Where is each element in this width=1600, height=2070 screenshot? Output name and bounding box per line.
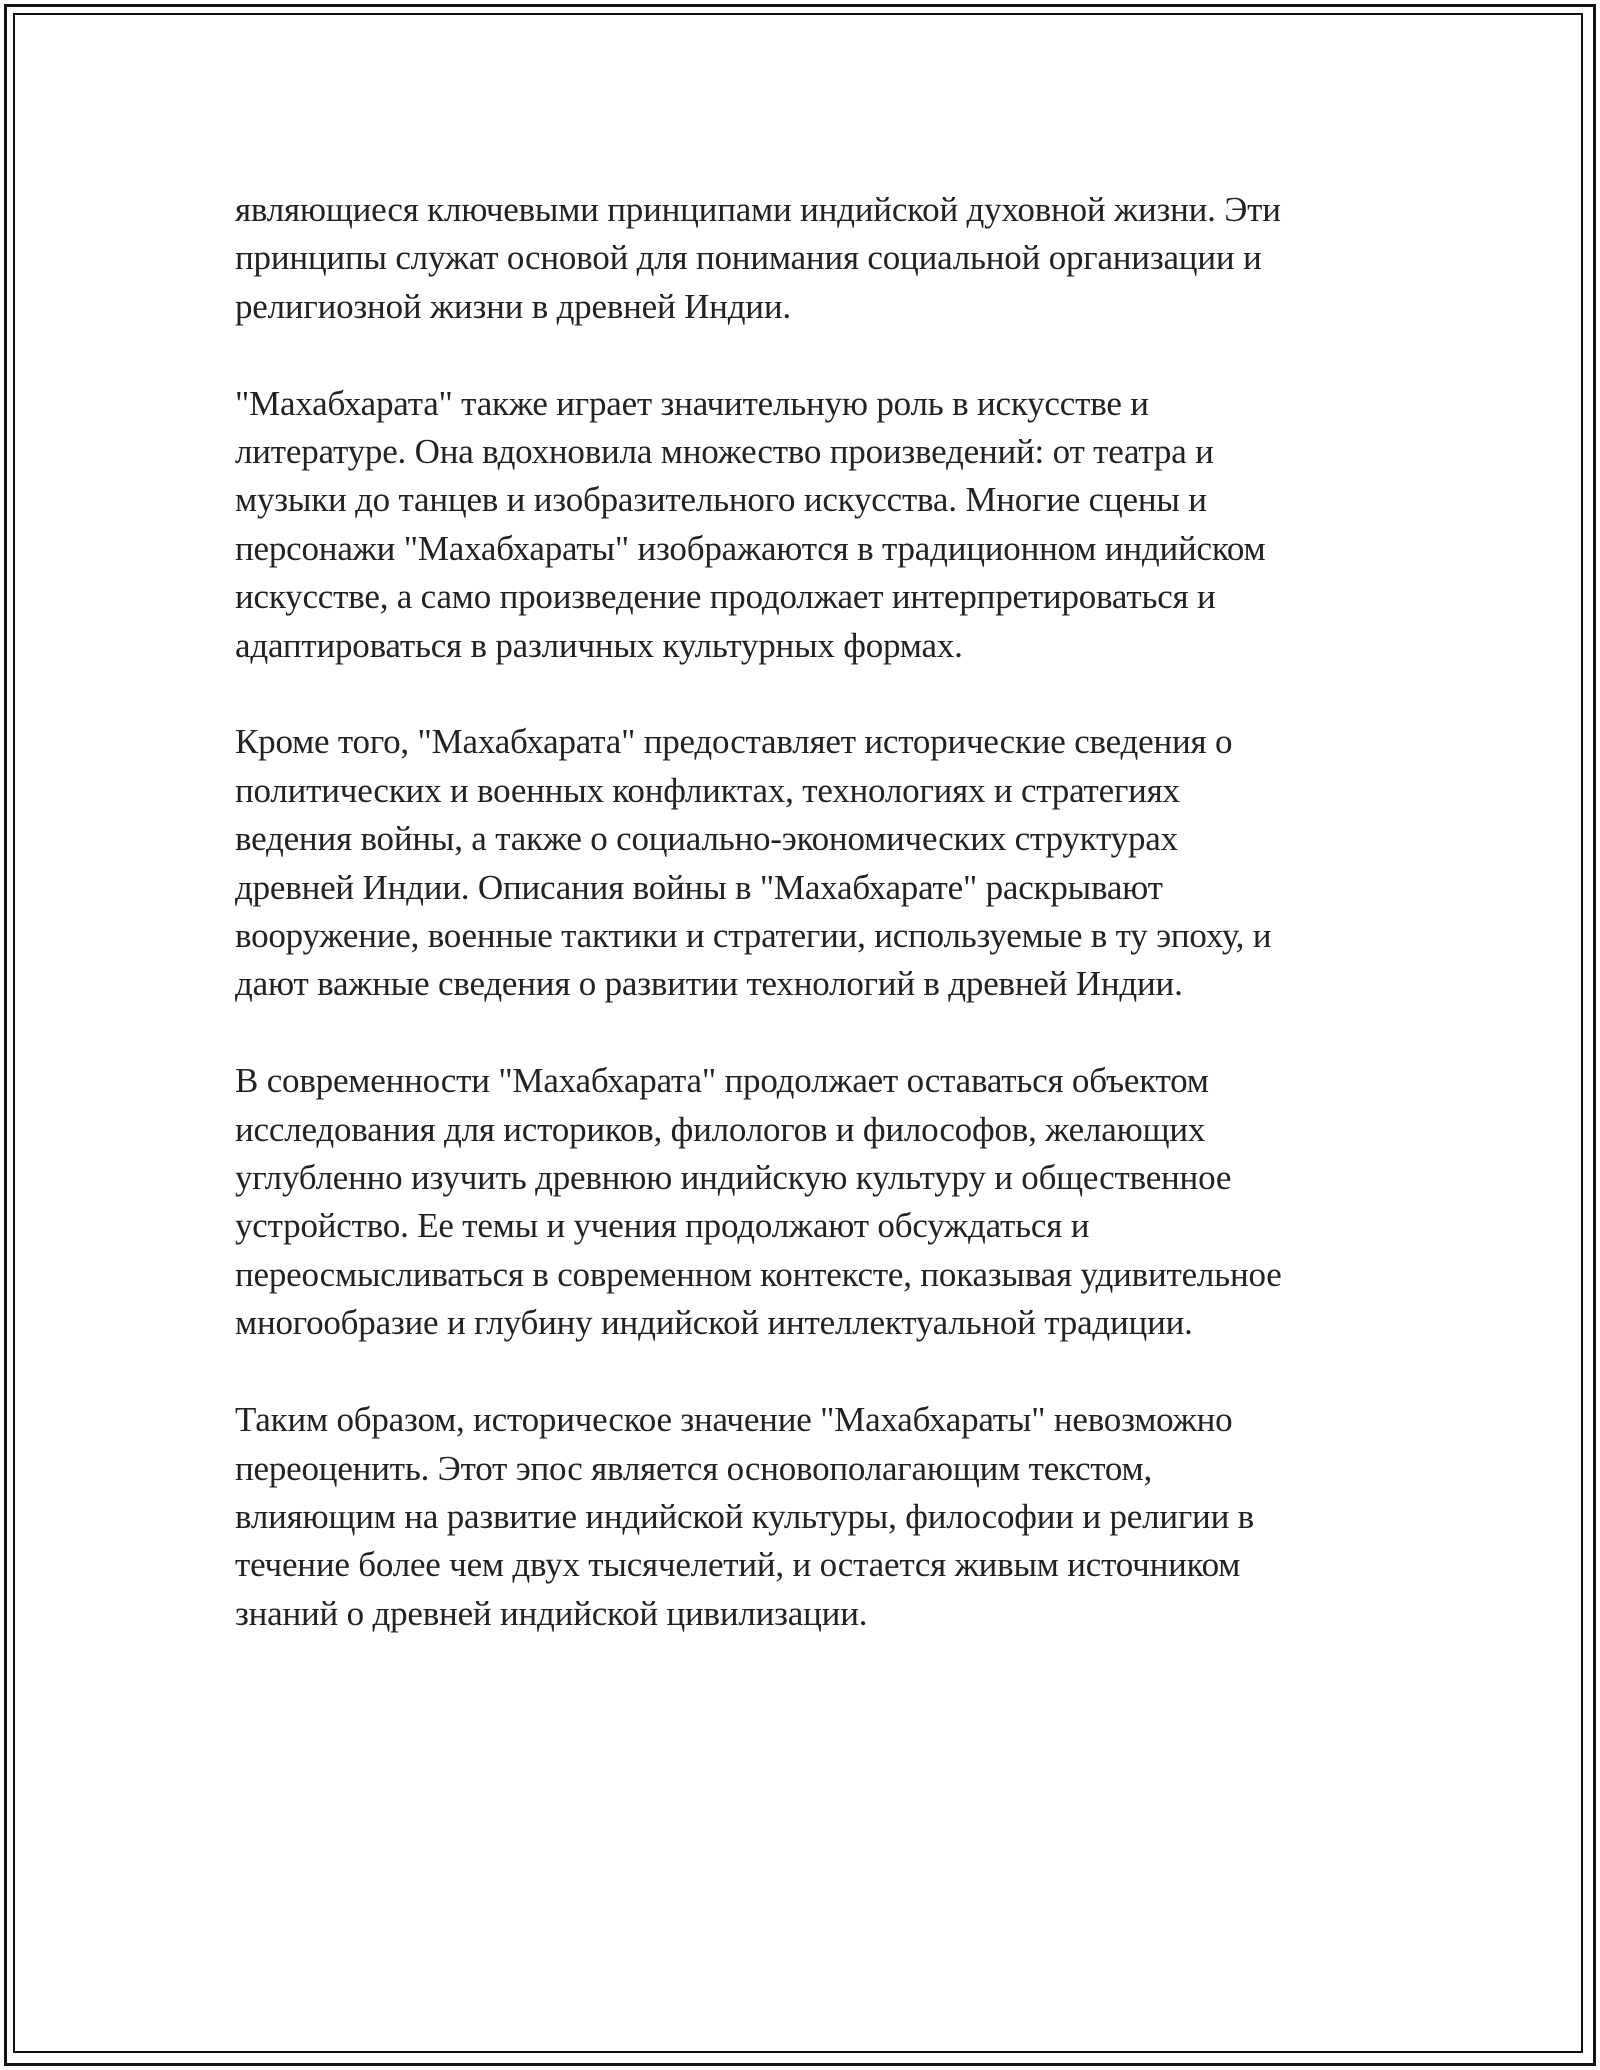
paragraph-2: "Махабхарата" также играет значительную роль в искусстве и литературе. Она вдохновила множество произведений: от театра и музыки до танцев и изобразительного искусства. Многие сцены и персонажи "Махабхараты" изображаются в традиционном индийском искусстве, а само произведение продолжает интерпретироваться и адаптироваться в различных культурных формах. xyxy=(235,383,1266,665)
paragraph-5: Таким образом, историческое значение "Махабхараты" невозможно переоценить. Этот эпос является основополагающим текстом, влияющим на развитие индийской культуры, философии и религии в течение более чем двух тысячелетий, и остается живым источником знаний о древней индийской цивилизации. xyxy=(235,1400,1254,1633)
document-body xyxy=(235,186,1375,1638)
paragraph-3: Кроме того, "Махабхарата" предоставляет исторические сведения о политических и военных конфликтах, технологиях и стратегиях ведения войны, а также о социально-экономических структурах древней Индии. Описания войны в "Махабхарате" раскрывают вооружение, военные тактики и стратегии, используемые в ту эпоху, и дают важные сведения о развитии технологий в древней Индии. xyxy=(235,722,1272,1004)
paragraph-4: В современности "Махабхарата" продолжает оставаться объектом исследования для историков, филологов и философов, желающих углубленно изучить древнюю индийскую культуру и общественное устройство. Ее темы и учения продолжают обсуждаться и переосмысливаться в современном контексте, показывая удивительное многообразие и глубину индийской интеллектуальной традиции. xyxy=(235,1061,1282,1343)
paragraph-1: являющиеся ключевыми принципами индийской духовной жизни. Эти принципы служат основой для понимания социальной организации и религиозной жизни в древней Индии. xyxy=(235,190,1281,326)
